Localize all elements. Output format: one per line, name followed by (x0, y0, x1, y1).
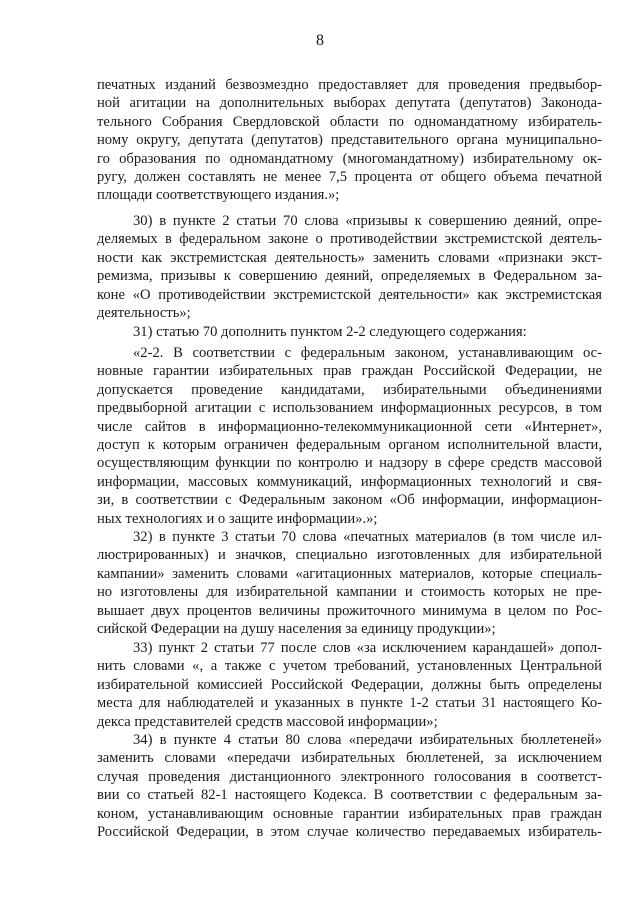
text-line: доступ к которым ограничен федеральным органом исполнительной власти, (97, 436, 602, 453)
text-line: ности как экстремистская деятельность» заменить словами «признаки экст- (97, 249, 602, 266)
text-line: вии со статьей 82-1 настоящего Кодекса. В соответствии с федеральным за- (97, 787, 602, 804)
text-line: ному округу, депутата (депутатов) представительного органа муниципально- (97, 132, 602, 149)
paragraph-p0 (97, 76, 602, 205)
text-line: 31) статью 70 дополнить пунктом 2-2 следующего содержания: (133, 324, 527, 340)
text-line: случая проведения дистанционного электронного голосования в соответст- (97, 768, 602, 785)
text-line: предвыборной агитации с использованием информационных ресурсов, в том (97, 400, 602, 417)
paragraph-p34 (97, 731, 602, 841)
text-line: числе сайтов в информационно-телекоммуникационной сети «Интернет», (97, 418, 602, 435)
text-line: вышает двух процентов величины прожиточного минимума в целом по Рос- (97, 602, 602, 619)
text-line: информации, массовых коммуникаций, информационных технологий и свя- (97, 473, 602, 490)
text-line: ремизма, призывы к совершению деяний, определяемых в Федеральном за- (97, 268, 602, 285)
text-line: 30) в пункте 2 статьи 70 слова «призывы к совершению деяний, опре- (133, 213, 602, 229)
paragraph-p31q (97, 344, 602, 528)
text-line: Российской Федерации, в этом случае количество передаваемых избиратель- (97, 823, 602, 840)
text-line: го образования по одномандатному (многомандатному) избирательному ок- (97, 150, 602, 167)
text-line: «2-2. В соответствии с федеральным законом, устанавливающим ос- (133, 345, 602, 361)
text-line: печатных изданий безвозмездно предоставляет для проведения предвыбор- (97, 77, 602, 93)
text-line: площади соответствующего издания.»; (97, 187, 340, 204)
text-line: ных технологиях и о защите информации».»; (97, 510, 378, 527)
text-line: 34) в пункте 4 статьи 80 слова «передачи избирательных бюллетеней» (133, 732, 602, 748)
text-line: 33) пункт 2 статьи 77 после слов «за исключением карандашей» допол- (133, 640, 602, 656)
text-line: коном, устанавливающим основные гарантии избирательных прав граждан (97, 805, 602, 822)
paragraph-p30 (97, 212, 602, 322)
text-line: люстрированных) и значков, специально изготовленных для избирательной (97, 547, 602, 564)
text-line: деляемых в федеральном законе о противодействии экстремистской деятель- (97, 231, 602, 248)
text-line: заменить словами «передачи избирательных бюллетеней, за исключением (97, 750, 602, 767)
text-line: 32) в пункте 3 статьи 70 слова «печатных материалов (в том числе ил- (133, 529, 602, 545)
paragraph-p33 (97, 639, 602, 731)
text-line: места для наблюдателей и указанных в пункте 1-2 статьи 31 настоящего Ко- (97, 695, 602, 712)
text-line: кампании» заменить словами «агитационных материалов, которые специаль- (97, 565, 602, 582)
text-line: избирательной комиссией Российской Федерации, должны быть определены (97, 676, 602, 693)
paragraph-p32 (97, 528, 602, 638)
text-line: новные гарантии избирательных прав граждан Российской Федерации, не (97, 363, 602, 380)
text-line: но изготовлены для избирательной кампании и стоимость которых не пре- (97, 584, 602, 601)
text-line: коне «О противодействии экстремистской деятельности» как экстремистская (97, 286, 602, 303)
text-line: нить словами «, а также с учетом требований, установленных Центральной (97, 658, 602, 675)
text-line: сийской Федерации на душу населения за единицу продукции»; (97, 620, 496, 637)
page-number: 8 (316, 32, 324, 49)
text-line: зи, в соответствии с Федеральным законом «Об информации, информацион- (97, 492, 602, 509)
text-line: деятельность»; (97, 304, 191, 321)
text-line: ной агитации на дополнительных выборах депутата (депутатов) Законода- (97, 95, 602, 112)
text-line: ругу, должен составлять не менее 7,5 процента от общего объема печатной (97, 168, 602, 185)
text-line: осуществляющим функции по контролю и надзору в сфере средств массовой (97, 455, 602, 472)
paragraph-p31 (97, 323, 602, 341)
text-line: допускается проведение кандидатами, избирательными объединениями (97, 381, 602, 398)
text-line: тельного Собрания Свердловской области по одномандатному избиратель- (97, 113, 602, 130)
text-line: декса представителей средств массовой информации»; (97, 713, 438, 730)
